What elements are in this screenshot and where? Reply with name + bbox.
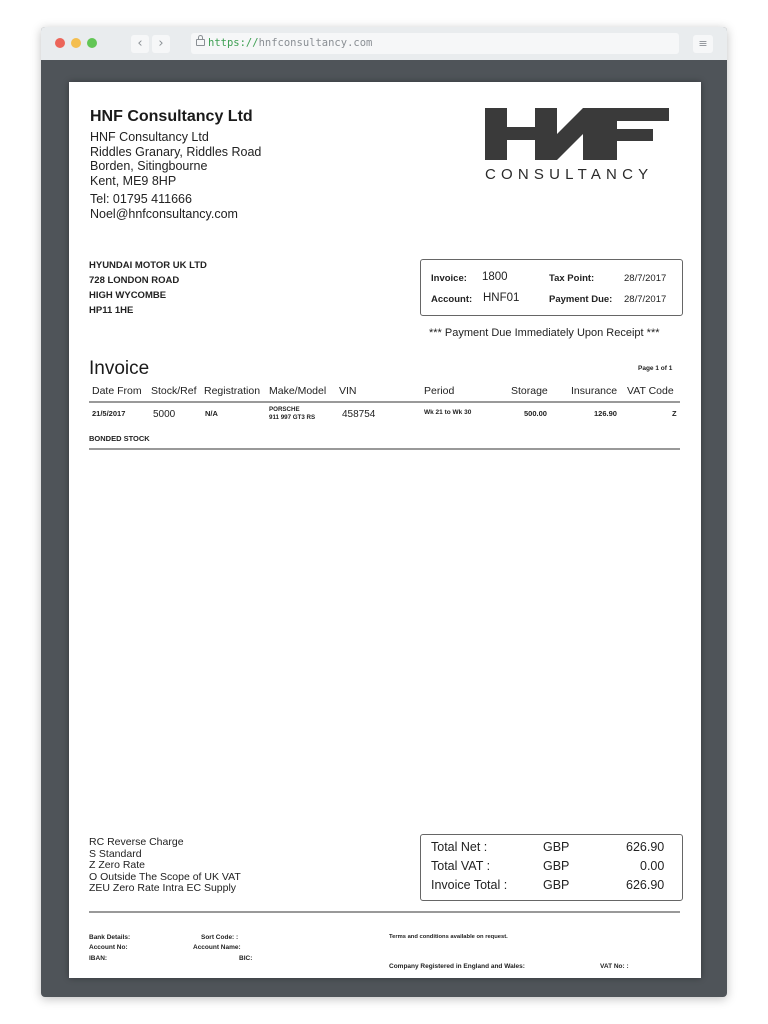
account-no-label: Account No: [89,944,128,951]
table-header-rule [89,401,680,403]
menu-icon: ≡ [698,37,708,50]
cell-period: Wk 21 to Wk 30 [424,409,472,416]
logo-wordmark: CONSULTANCY [485,166,654,183]
bank-details-label: Bank Details: [89,934,131,941]
url-scheme: https:// [208,37,259,49]
browser-toolbar [41,27,727,60]
company-contact [90,192,238,222]
vat-code-item: ZEU Zero Rate Intra EC Supply [89,882,237,894]
total-net-currency: GBP [543,840,570,854]
invoice-title: Invoice [89,358,150,379]
cell-insurance: 126.90 [594,409,617,418]
account-label: Account: [431,294,473,305]
cell-registration: N/A [205,409,218,418]
forward-button[interactable] [152,35,170,53]
vat-code-item: Z Zero Rate [89,859,146,871]
invoice-total-label: Invoice Total : [431,878,508,892]
bic-label: BIC: [239,955,253,962]
customer-address-line: 728 LONDON ROAD [89,275,180,286]
total-vat-label: Total VAT : [431,859,491,873]
customer-address-line: HP11 1HE [89,305,134,316]
browser-window [41,27,727,997]
cell-model: 911 997 GT3 RS [269,414,316,421]
url-host: hnfconsultancy.com [258,37,373,49]
payment-due-value: 28/7/2017 [624,294,667,305]
invoice-total-currency: GBP [543,878,570,892]
vat-code-legend [89,837,241,895]
address-bar[interactable] [191,33,679,54]
customer-address-line: HYUNDAI MOTOR UK LTD [89,260,207,271]
customer-address-line: HIGH WYCOMBE [89,290,167,301]
company-address-line: Riddles Granary, Riddles Road [90,144,262,159]
terms-note: Terms and conditions available on request. [389,934,508,940]
tax-point-value: 28/7/2017 [624,273,667,284]
company-registration: Company Registered in England and Wales: [389,963,525,970]
vat-code-item: RC Reverse Charge [89,836,184,848]
column-header-stock-ref: Stock/Ref [151,385,197,397]
cell-storage: 500.00 [524,409,547,418]
cell-vat-code: Z [672,409,677,418]
account-name-label: Account Name: [193,944,241,951]
customer-address [89,258,207,318]
payment-due-label: Payment Due: [549,294,613,305]
chevron-right-icon: › [158,36,164,51]
column-header-vin: VIN [339,385,357,397]
company-address [90,130,261,188]
maximize-window-button[interactable] [87,38,97,48]
company-email: Noel@hnfconsultancy.com [90,207,238,221]
total-net-label: Total Net : [431,840,488,854]
footer-rule [89,911,680,913]
cell-stock-ref: 5000 [153,409,176,420]
invoice-number-value: 1800 [482,271,508,283]
cell-make-model [269,406,315,422]
cell-vin: 458754 [342,409,376,420]
column-header-registration: Registration [204,385,261,397]
table-end-rule [89,448,680,450]
page-number: Page 1 of 1 [638,365,673,372]
payment-note: *** Payment Due Immediately Upon Receipt *** [429,327,660,339]
iban-label: IBAN: [89,955,108,962]
url-text [208,33,372,54]
chevron-left-icon: ‹ [137,36,143,51]
account-value: HNF01 [483,292,520,304]
browser-menu-button[interactable] [693,35,713,53]
column-header-insurance: Insurance [571,385,618,397]
invoice-number-label: Invoice: [431,273,467,284]
vat-code-item: O Outside The Scope of UK VAT [89,870,241,883]
column-header-make-model: Make/Model [269,385,327,397]
lock-icon [196,39,205,46]
total-vat-currency: GBP [543,859,570,873]
cell-make: PORSCHE [269,406,300,413]
vat-number-label: VAT No: : [600,963,629,970]
company-address-line: Borden, Sitingbourne [90,159,208,173]
totals-box [420,834,683,901]
sort-code-label: Sort Code: : [201,934,239,941]
company-phone: Tel: 01795 411666 [90,192,192,206]
vat-code-item: S Standard [89,847,142,860]
tax-point-label: Tax Point: [549,273,595,284]
bonded-stock-note: BONDED STOCK [89,434,150,443]
hnf-logo-letters [485,108,669,160]
total-vat-value: 0.00 [640,859,665,873]
invoice-document [69,82,701,978]
cell-date-from: 21/5/2017 [92,409,126,418]
column-header-period: Period [424,385,455,397]
company-address-line: Kent, ME9 8HP [90,173,177,188]
minimize-window-button[interactable] [71,38,81,48]
column-header-date-from: Date From [92,385,142,397]
company-address-line: HNF Consultancy Ltd [90,130,209,144]
invoice-total-value: 626.90 [626,878,665,892]
back-button[interactable] [131,35,149,53]
close-window-button[interactable] [55,38,65,48]
invoice-info-box [420,259,683,316]
total-net-value: 626.90 [626,840,665,854]
column-header-storage: Storage [511,385,548,397]
company-name: HNF Consultancy Ltd [90,108,253,125]
column-header-vat-code: VAT Code [627,385,674,397]
